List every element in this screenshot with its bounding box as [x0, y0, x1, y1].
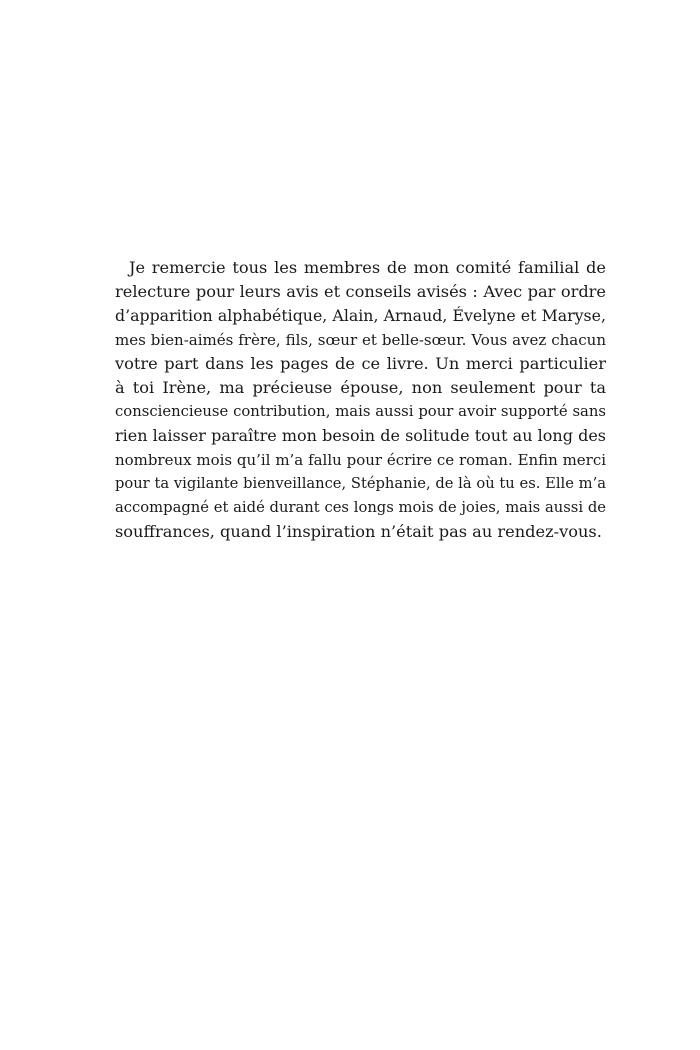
paragraph-line: à toi Irène, ma précieuse épouse, non seulement pour ta: [115, 378, 606, 397]
paragraph-line: mes bien-aimés frère, fils, sœur et belle-sœur. Vous avez chacun: [115, 331, 606, 349]
acknowledgements-paragraph: [115, 256, 606, 544]
paragraph-line: d’apparition alphabétique, Alain, Arnaud, Évelyne et Maryse,: [115, 306, 606, 325]
paragraph-line: votre part dans les pages de ce livre. Un merci particulier: [115, 354, 606, 373]
paragraph-line: souffrances, quand l’inspiration n’était pas au rendez-vous.: [115, 522, 602, 541]
paragraph-line: accompagné et aidé durant ces longs mois de joies, mais aussi de: [115, 499, 606, 516]
paragraph-line: consciencieuse contribution, mais aussi pour avoir supporté sans: [115, 403, 606, 420]
paragraph-line: rien laisser paraître mon besoin de solitude tout au long des: [115, 426, 606, 445]
paragraph-line: relecture pour leurs avis et conseils avisés : Avec par ordre: [115, 282, 606, 301]
paragraph-line: nombreux mois qu’il m’a fallu pour écrire ce roman. Enfin merci: [115, 451, 606, 469]
paragraph-line: pour ta vigilante bienveillance, Stéphanie, de là où tu es. Elle m’a: [115, 475, 606, 492]
paragraph-line: Je remercie tous les membres de mon comité familial de: [129, 258, 606, 277]
